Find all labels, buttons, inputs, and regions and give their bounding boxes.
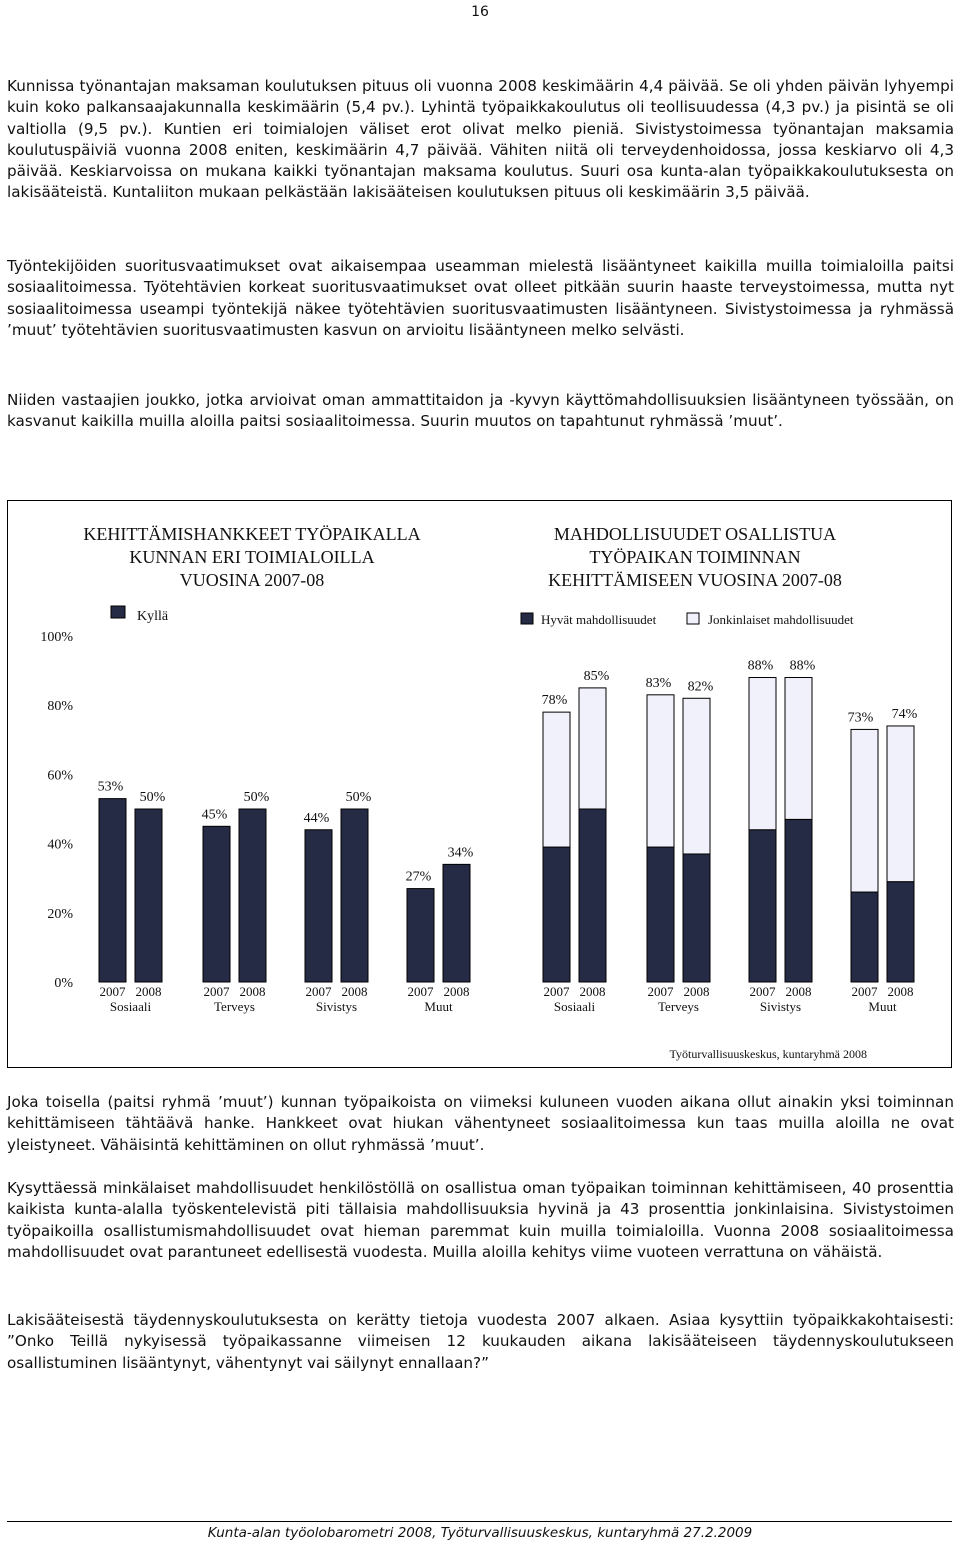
chart1-bar (341, 809, 368, 982)
chart2-year-label: 2007 (647, 984, 674, 999)
chart1-bar (443, 864, 470, 982)
chart1-ytick-label: 0% (54, 976, 73, 991)
chart2-bar-some (785, 678, 812, 820)
paragraph-development-projects: Joka toisella (paitsi ryhmä ’muut’) kunnan työpaikoista on viimeksi kuluneen vuoden aikana ollut ainakin yksi toiminnan kehittämiseen tähtäävä hanke. Hankkeet ovat hiukan vähentyneet sosiaalitoimessa kun taas muilla aloilla ne ovat yleistyneet. Vähäisintä kehittäminen on ollut ryhmässä ’muut’. (7, 1093, 954, 1154)
chart2-bar-good (887, 882, 914, 982)
chart1-legend-label: Kyllä (137, 609, 169, 624)
chart1-ytick-label: 60% (47, 768, 73, 784)
chart2-bar-good (683, 854, 710, 982)
chart1-data-label: 50% (243, 790, 270, 805)
chart1-year-label: 2007 (203, 984, 230, 999)
chart2-bar-some (579, 688, 606, 809)
chart2-category-label: Terveys (658, 999, 699, 1014)
chart1-bar (305, 830, 332, 982)
chart2-category-label: Sosiaali (553, 999, 596, 1014)
paragraph-skill-use: Niiden vastaajien joukko, jotka arvioivat oman ammattitaidon ja -kyvyn käyttömahdollisuuksien lisääntyneen työssään, on kasvanut kaikilla muilla aloilla paitsi sosiaalitoimessa. Suurin muutos on tapahtunut ryhmässä ’muut’. (7, 391, 954, 431)
chart1-title-line: VUOSINA 2007-08 (179, 570, 325, 590)
chart1-data-label: 50% (139, 790, 166, 805)
chart2-bar-some (683, 698, 710, 854)
chart1-legend-swatch (111, 606, 125, 618)
chart2-total-label: 88% (789, 658, 816, 674)
chart1-bar (99, 799, 126, 982)
paragraph-participation: Kysyttäessä minkälaiset mahdollisuudet henkilöstöllä on osallistua oman työpaikan toiminnan kehittämiseen, 40 prosenttia kaikista kunta-alalla työskentelevistä piti tällaisia mahdollisuuksia hyvinä ja 43 prosenttia jonkinlaisina. Sivistystoimen työpaikoilla osallistumismahdollisuudet ovat hieman paremmat kuin muilla toimialoilla. Vuonna 2008 sosiaalitoimessa mahdollisuudet ovat parantuneet edellisestä vuodesta. Muilla aloilla kehitys viime vuoteen verrattuna on vähäistä. (7, 1179, 954, 1261)
chart1-title-line: KUNNAN ERI TOIMIALOILLA (129, 547, 375, 567)
chart2-title-line: MAHDOLLISUUDET OSALLISTUA (553, 524, 837, 544)
chart1-data-label: 44% (303, 810, 330, 826)
chart1-category-label: Sosiaali (109, 999, 152, 1014)
paragraph-training-length: Kunnissa työnantajan maksaman koulutuksen pituus oli vuonna 2008 keskimäärin 4,4 päivää. Se oli yhden päivän lyhyempi kuin koko palkansaajakunnalla keskimäärin (5,4 pv.). Lyhintä työpaikkakoulutus oli teollisuudessa (4,3 pv.) ja pisintä se oli valtiolla (9,5 pv.). Kuntien eri toimialojen väliset erot olivat melko pieniä. Sivistystoimessa työnantajan maksamia koulutuspäiviä vuonna 2008 eniten, keskimäärin 4,7 päivää. Vähiten niitä oli terveydenhoidossa, jossa keskiarvo oli 4,3 päivää. Keskiarvoissa on mukana kaikki työnantajan maksama koulutus. Suuri osa kunta-alan työpaikkakoulutuksesta on lakisääteistä. Kuntaliiton mukaan pelkästään lakisääteisen koulutuksen pituus oli keskimäärin 3,5 päivää. (7, 77, 954, 202)
chart1-bar (407, 889, 434, 982)
chart2-total-label: 82% (687, 679, 714, 695)
chart2-year-label: 2008 (785, 984, 812, 999)
chart1-title-line: KEHITTÄMISHANKKEET TYÖPAIKALLA (83, 524, 421, 544)
chart1-year-label: 2008 (135, 984, 162, 999)
chart1-data-label: 53% (97, 779, 124, 795)
development-charts-figure (7, 500, 952, 1068)
chart2-category-label: Muut (868, 999, 897, 1014)
chart1-year-label: 2007 (305, 984, 332, 999)
chart2-year-label: 2007 (851, 984, 878, 999)
chart2-legend-label-some: Jonkinlaiset mahdollisuudet (708, 612, 854, 627)
chart2-bar-good (749, 830, 776, 982)
paragraph-statutory-training: Lakisääteisestä täydennyskoulutuksesta on kerätty tietoja vuodesta 2007 alkaen. Asiaa kysyttiin työpaikkakohtaisesti: ”Onko Teillä nykyisessä työpaikassanne viimeisen 12 kuukauden aikana lakisääteiseen täydennyskoulutukseen osallistuminen lisääntynyt, vähentynyt vai säilynyt ennallaan?” (7, 1311, 954, 1372)
chart1-year-label: 2008 (341, 984, 368, 999)
chart1-category-label: Muut (424, 999, 453, 1014)
figure-source-label: Työturvallisuuskeskus, kuntaryhmä 2008 (669, 1047, 867, 1061)
chart2-year-label: 2008 (683, 984, 710, 999)
chart2-title-line: TYÖPAIKAN TOIMINNAN (589, 547, 801, 567)
chart1-data-label: 50% (345, 790, 372, 805)
chart2-total-label: 74% (891, 706, 918, 722)
chart1-category-label: Terveys (214, 999, 255, 1014)
chart1-ytick-label: 80% (47, 699, 73, 715)
chart2-total-label: 85% (583, 668, 610, 684)
chart2-year-label: 2008 (579, 984, 606, 999)
chart2-total-label: 78% (541, 693, 568, 709)
chart2-bar-some (887, 726, 914, 882)
chart2-bar-some (543, 712, 570, 847)
chart2-category-label: Sivistys (759, 999, 802, 1014)
chart2-total-label: 88% (747, 658, 774, 674)
chart1-data-label: 45% (201, 807, 228, 823)
chart2-bar-good (851, 892, 878, 982)
chart2-legend-swatch-some (687, 613, 699, 624)
chart2-total-label: 83% (645, 675, 672, 691)
chart2-bar-some (749, 678, 776, 830)
chart2-bar-good (543, 847, 570, 982)
chart1-year-label: 2007 (99, 984, 126, 999)
chart2-year-label: 2007 (543, 984, 570, 999)
chart1-data-label: 34% (447, 845, 474, 861)
chart2-bar-good (785, 819, 812, 982)
chart2-year-label: 2007 (749, 984, 776, 999)
chart1-ytick-label: 100% (40, 630, 73, 645)
chart1-year-label: 2008 (443, 984, 470, 999)
chart2-bar-some (851, 729, 878, 892)
chart1-ytick-label: 40% (47, 837, 73, 853)
chart1-year-label: 2007 (407, 984, 434, 999)
page-number: 16 (471, 4, 489, 20)
chart2-bar-some (647, 695, 674, 847)
paragraph-performance-demands: Työntekijöiden suoritusvaatimukset ovat aikaisempaa useamman mielestä lisääntyneet kaikilla muilla toimialoilla paitsi sosiaalitoimessa. Työtehtävien korkeat suoritusvaatimukset ovat olleet pitkään suurin haaste terveystoimessa, mutta nyt sosiaalitoimessa useampi työntekijä näkee työtehtävien suoritusvaatimusten lisääntyneen. Sivistystoimessa ja ryhmässä ’muut’ työtehtävien suoritusvaatimusten kasvun on arvioitu lisääntyneen melko selvästi. (7, 257, 954, 339)
page-footer: Kunta-alan työolobarometri 2008, Työturvallisuuskeskus, kuntaryhmä 27.2.2009 (207, 1525, 753, 1541)
chart1-bar (135, 809, 162, 982)
chart1-year-label: 2008 (239, 984, 266, 999)
footer-divider (7, 1521, 952, 1522)
chart2-bar-good (579, 809, 606, 982)
chart2-legend-swatch-good (521, 613, 533, 624)
chart1-bar (203, 826, 230, 982)
chart2-title-line: KEHITTÄMISEEN VUOSINA 2007-08 (548, 570, 842, 590)
chart2-legend-label-good: Hyvät mahdollisuudet (541, 612, 657, 627)
chart2-total-label: 73% (847, 710, 874, 726)
chart1-bar (239, 809, 266, 982)
chart1-category-label: Sivistys (315, 999, 358, 1014)
chart1-ytick-label: 20% (47, 906, 73, 922)
chart2-bar-good (647, 847, 674, 982)
chart1-data-label: 27% (405, 869, 432, 885)
chart2-year-label: 2008 (887, 984, 914, 999)
